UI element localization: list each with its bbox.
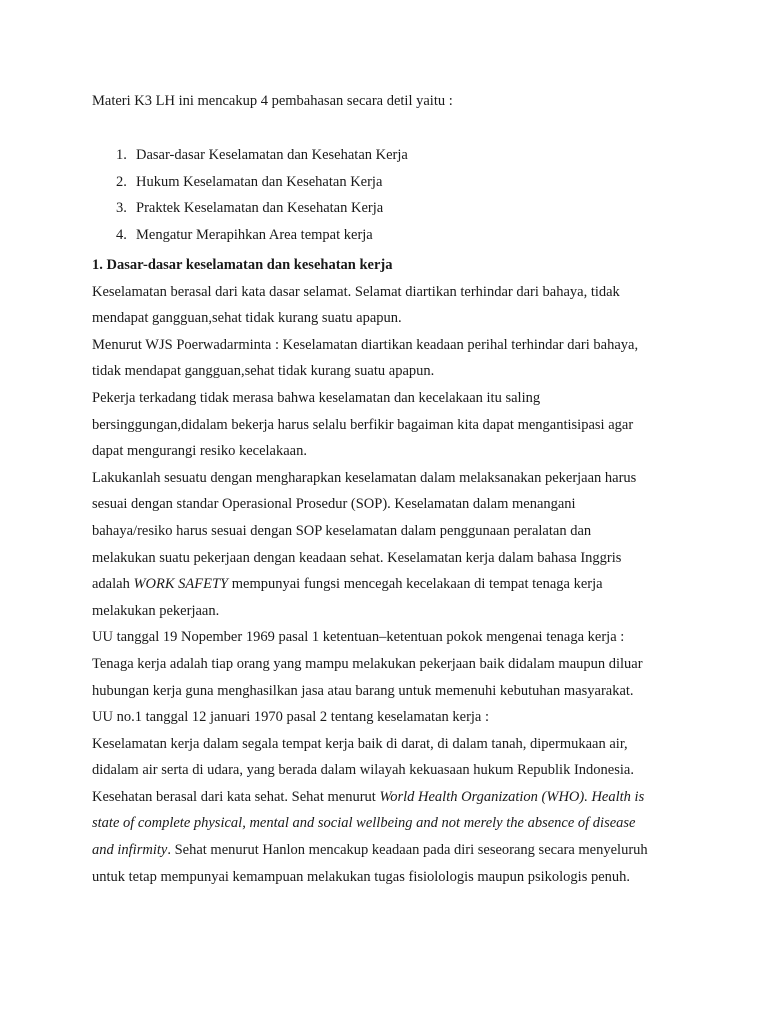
text-line: melakukan pekerjaan. [92, 602, 220, 619]
text-line: Lakukanlah sesuatu dengan mengharapkan keselamatan dalam melaksanakan pekerjaan harus [92, 469, 637, 486]
list-label: Praktek Keselamatan dan Kesehatan Kerja [136, 200, 384, 217]
italic-term: WORK SAFETY [133, 576, 229, 593]
text-run: mempunyai fungsi mencegah kecelakaan di tempat tenaga kerja [228, 576, 603, 593]
text-line: bahaya/resiko harus sesuai dengan SOP keselamatan dalam penggunaan peralatan dan [92, 522, 592, 539]
list-item [116, 172, 408, 199]
italic-term: state of complete physical, mental and social wellbeing and not merely the absence of disease [92, 815, 636, 832]
text-line: dapat mengurangi resiko kecelakaan. [92, 443, 307, 460]
text-run: Kesehatan berasal dari kata sehat. Sehat menurut [92, 788, 380, 805]
text-line: untuk tetap mempunyai kemampuan melakukan tugas fisiolologis maupun psikologis penuh. [92, 868, 631, 885]
italic-term: World Health Organization (WHO). Health is [379, 788, 645, 805]
text-line: tidak mendapat gangguan,sehat tidak kurang suatu apapun. [92, 363, 435, 380]
text-line: mendapat gangguan,sehat tidak kurang suatu apapun. [92, 310, 402, 327]
text-run: adalah [92, 576, 134, 593]
list-label: Hukum Keselamatan dan Kesehatan Kerja [136, 173, 383, 190]
text-line [92, 784, 692, 811]
text-line: Tenaga kerja adalah tiap orang yang mampu melakukan pekerjaan baik didalam maupun diluar [92, 655, 643, 672]
intro-text: Materi K3 LH ini mencakup 4 pembahasan secara detil yaitu : [92, 93, 453, 109]
list-label: Mengatur Merapihkan Area tempat kerja [136, 227, 373, 244]
section-heading: 1. Dasar-dasar keselamatan dan kesehatan kerja [92, 257, 393, 273]
list-number: 2. [116, 173, 127, 190]
text-line: hubungan kerja guna menghasilkan jasa atau barang untuk memenuhi kebutuhan masyarakat. [92, 682, 634, 699]
italic-term: and infirmity [92, 842, 168, 859]
list-item [116, 225, 408, 252]
text-line: didalam air serta di udara, yang berada dalam wilayah kekuasaan hukum Republik Indonesia. [92, 762, 634, 779]
document-body [92, 252, 692, 890]
list-number: 4. [116, 227, 127, 244]
text-run: . Sehat menurut Hanlon mencakup keadaan pada diri seseorang secara menyeluruh [167, 842, 648, 859]
list-number: 1. [116, 147, 127, 163]
text-line [92, 837, 692, 864]
topic-list [116, 145, 408, 252]
text-line: Pekerja terkadang tidak merasa bahwa keselamatan dan kecelakaan itu saling [92, 389, 541, 406]
list-item [116, 145, 408, 172]
list-number: 3. [116, 200, 127, 217]
text-line: UU tanggal 19 Nopember 1969 pasal 1 ketentuan–ketentuan pokok mengenai tenaga kerja : [92, 629, 625, 646]
list-item [116, 198, 408, 225]
text-line [92, 810, 692, 837]
text-line: Keselamatan kerja dalam segala tempat kerja baik di darat, di dalam tanah, dipermukaan air, [92, 735, 628, 752]
text-line: Keselamatan berasal dari kata dasar selamat. Selamat diartikan terhindar dari bahaya, tidak [92, 283, 620, 300]
text-line: bersinggungan,didalam bekerja harus selalu berfikir bagaiman kita dapat mengantisipasi agar [92, 416, 634, 433]
text-line: sesuai dengan standar Operasional Prosedur (SOP). Keselamatan dalam menangani [92, 496, 576, 513]
text-line: melakukan suatu pekerjaan dengan keadaan sehat. Keselamatan kerja dalam bahasa Inggris [92, 549, 622, 566]
text-line: Menurut WJS Poerwadarminta : Keselamatan diartikan keadaan perihal terhindar dari bahaya, [92, 336, 639, 353]
list-label: Dasar-dasar Keselamatan dan Kesehatan Kerja [136, 147, 408, 163]
text-line [92, 571, 692, 598]
text-line: UU no.1 tanggal 12 januari 1970 pasal 2 tentang keselamatan kerja : [92, 709, 490, 726]
